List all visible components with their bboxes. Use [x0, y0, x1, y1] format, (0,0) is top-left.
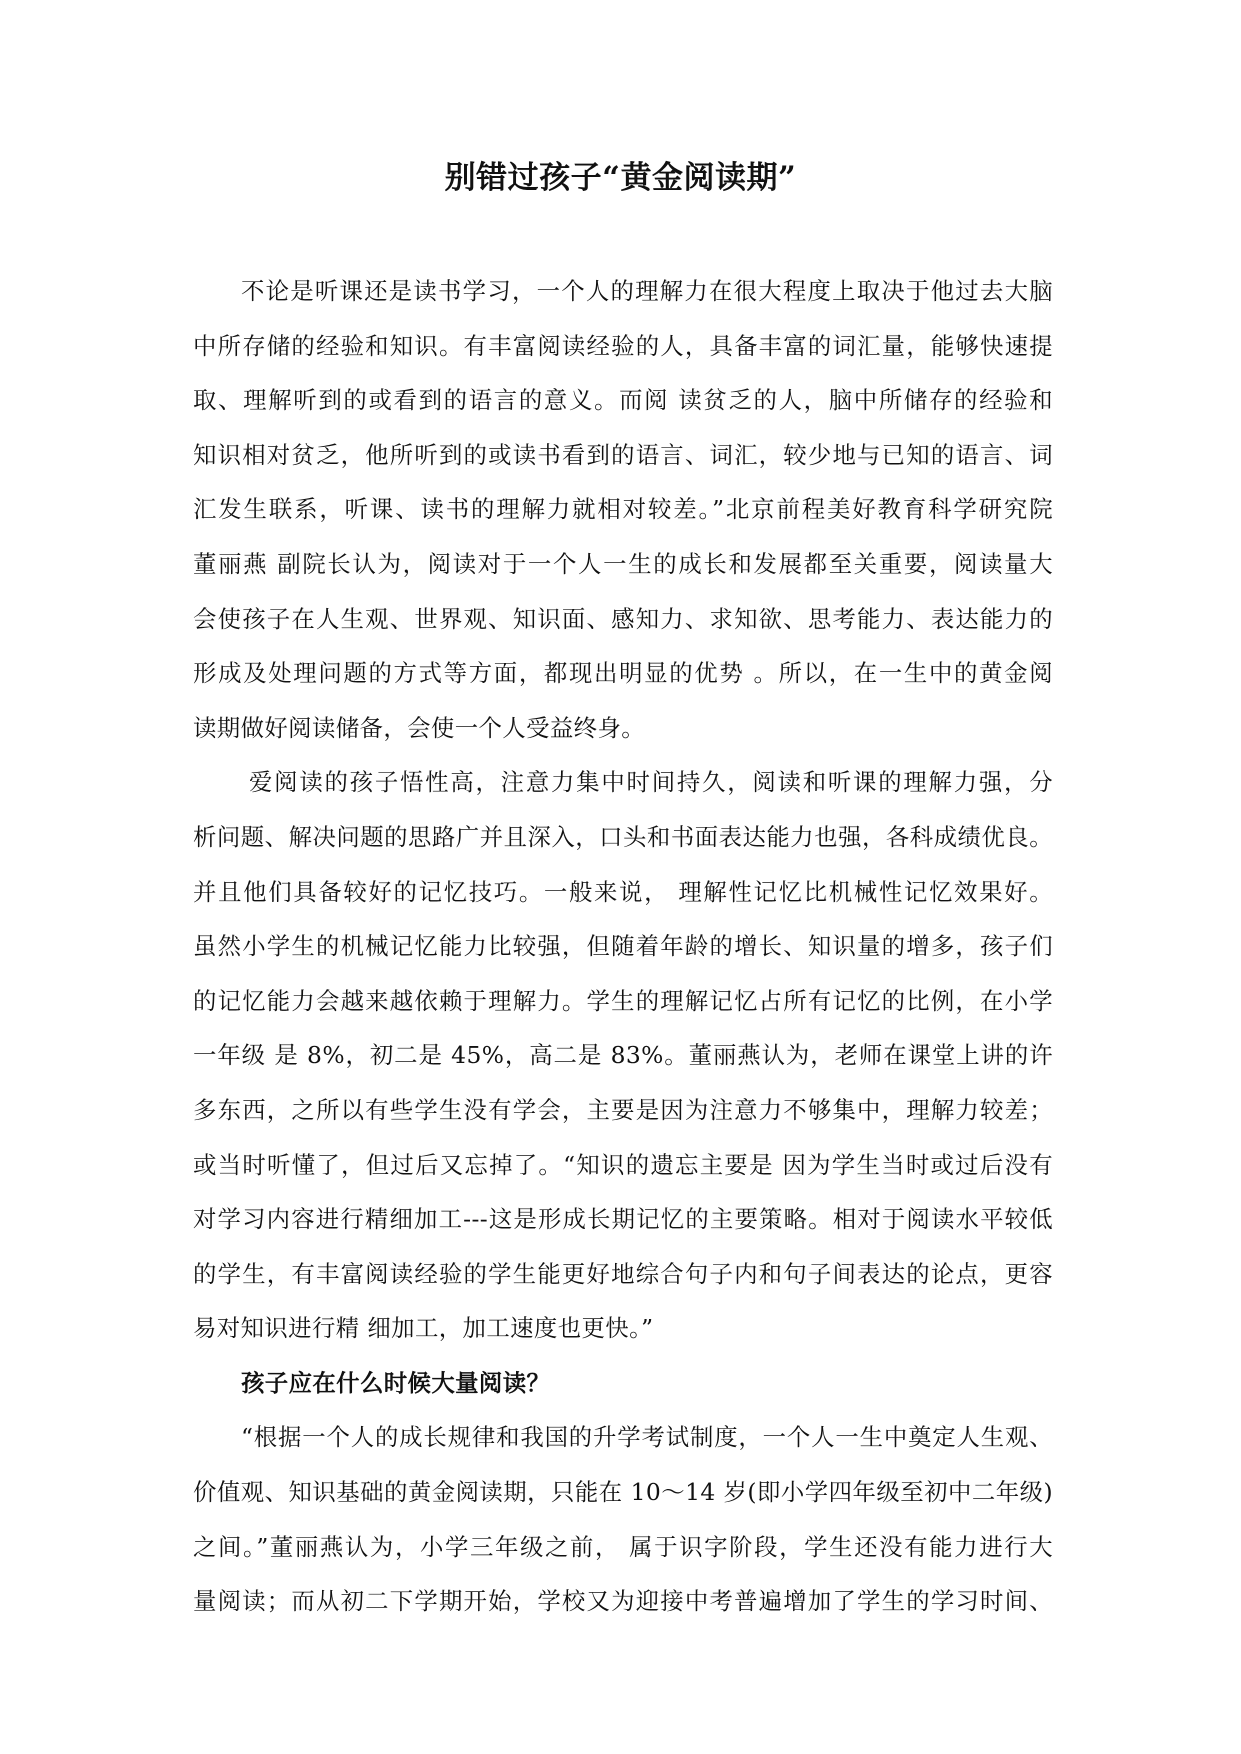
paragraph-line: 量阅读；而从初二下学期开始，学校又为迎接中考普遍增加了学生的学习时间、: [193, 1587, 1053, 1616]
paragraph-line: 读期做好阅读储备，会使一个人受益终身。: [193, 713, 646, 742]
section-heading: 孩子应在什么时候大量阅读？: [241, 1368, 551, 1397]
paragraph-line: 价值观、知识基础的黄金阅读期，只能在 10～14 岁(即小学四年级至初中二年级): [193, 1478, 1053, 1507]
paragraph-line: 形成及处理问题的方式等方面，都现出明显的优势 。所以，在一生中的黄金阅: [193, 659, 1053, 688]
paragraph-line: 对学习内容进行精细加工---这是形成长期记忆的主要策略。相对于阅读水平较低: [193, 1205, 1053, 1234]
paragraph-line: 汇发生联系，听课、读书的理解力就相对较差。”北京前程美好教育科学研究院: [193, 495, 1053, 524]
paragraph-line: 取、理解听到的或看到的语言的意义。而阅 读贫乏的人，脑中所储存的经验和: [193, 386, 1053, 415]
paragraph-line: 的学生，有丰富阅读经验的学生能更好地综合句子内和句子间表达的论点，更容: [193, 1259, 1053, 1288]
document-body: [193, 264, 1053, 1629]
paragraph-line: “根据一个人的成长规律和我国的升学考试制度，一个人一生中奠定人生观、: [241, 1423, 1053, 1452]
paragraph-line: 或当时听懂了，但过后又忘掉了。“知识的遗忘主要是 因为学生当时或过后没有: [193, 1150, 1053, 1179]
paragraph-line: 知识相对贫乏，他所听到的或读书看到的语言、词汇，较少地与已知的语言、词: [193, 440, 1053, 469]
paragraph-line: 中所存储的经验和知识。有丰富阅读经验的人，具备丰富的词汇量，能够快速提: [193, 331, 1053, 360]
paragraph-line: 析问题、解决问题的思路广并且深入，口头和书面表达能力也强，各科成绩优良。: [193, 822, 1053, 851]
paragraph-line: 多东西，之所以有些学生没有学会，主要是因为注意力不够集中，理解力较差；: [193, 1095, 1053, 1124]
paragraph-line: 爱阅读的孩子悟性高，注意力集中时间持久，阅读和听课的理解力强，分: [249, 768, 1053, 797]
paragraph-line: 易对知识进行精 细加工，加工速度也更快。”: [193, 1314, 654, 1343]
paragraph-line: 会使孩子在人生观、世界观、知识面、感知力、求知欲、思考能力、表达能力的: [193, 604, 1053, 633]
paragraph-line: 之间。”董丽燕认为，小学三年级之前， 属于识字阶段，学生还没有能力进行大: [193, 1532, 1053, 1561]
document-title: 别错过孩子“黄金阅读期”: [444, 160, 797, 196]
paragraph-line: 虽然小学生的机械记忆能力比较强，但随着年龄的增长、知识量的增多，孩子们: [193, 932, 1053, 961]
paragraph-line: 不论是听课还是读书学习，一个人的理解力在很大程度上取决于他过去大脑: [241, 277, 1053, 305]
paragraph-line: 一年级 是 8%，初二是 45%，高二是 83%。董丽燕认为，老师在课堂上讲的许: [193, 1041, 1053, 1070]
paragraph-line: 董丽燕 副院长认为，阅读对于一个人一生的成长和发展都至关重要，阅读量大: [193, 549, 1053, 578]
paragraph-line: 的记忆能力会越来越依赖于理解力。学生的理解记忆占所有记忆的比例，在小学: [193, 986, 1053, 1015]
paragraph-line: 并且他们具备较好的记忆技巧。一般来说， 理解性记忆比机械性记忆效果好。: [193, 877, 1053, 906]
